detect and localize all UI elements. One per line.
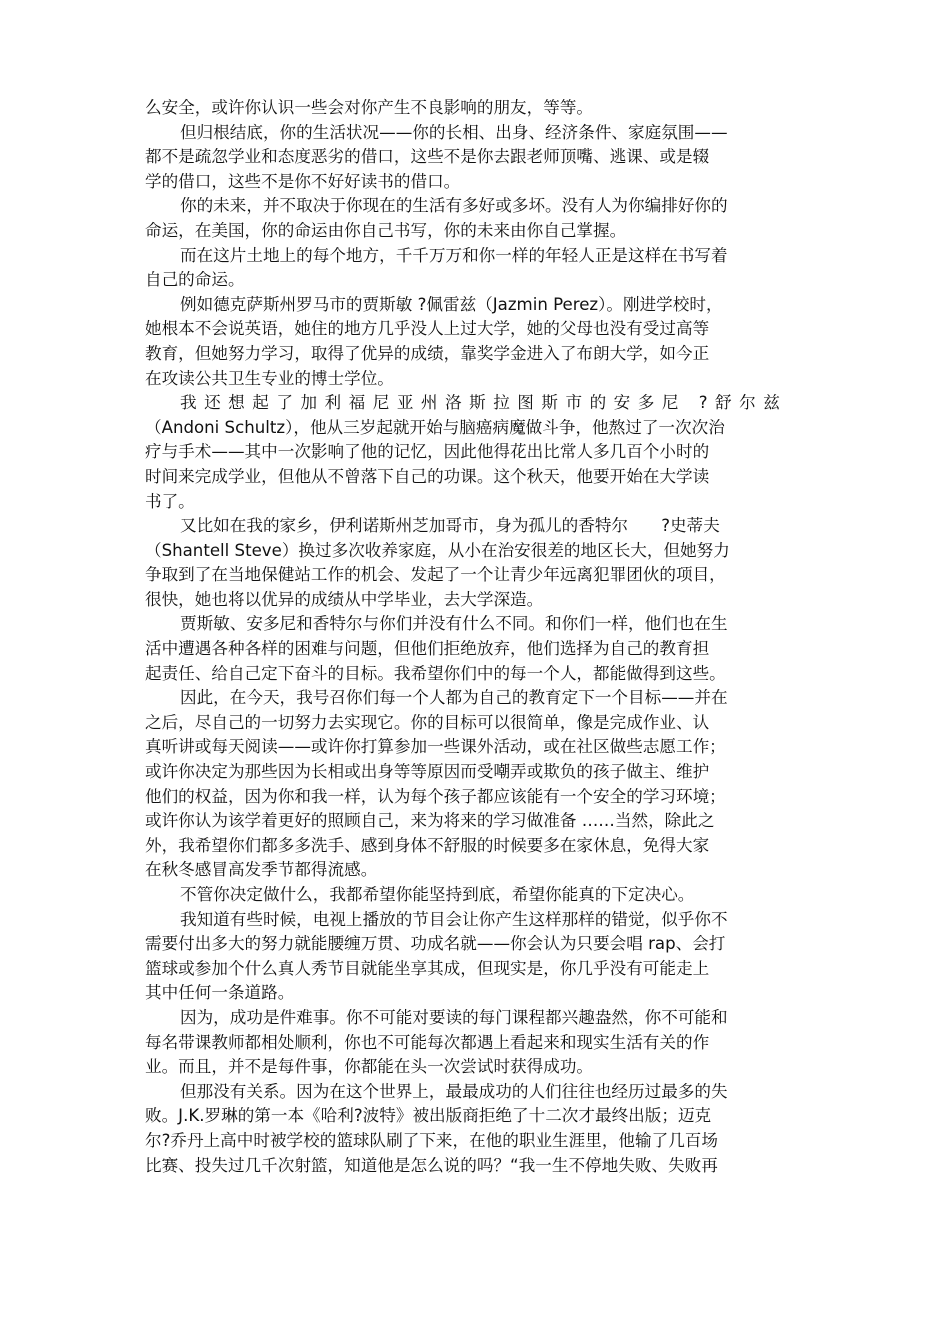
- paragraph: [145, 686, 810, 883]
- text-line: 活中遭遇各种各样的困难与问题，但他们拒绝放弃，他们选择为自己的教育担: [145, 639, 710, 659]
- text-line: 书了。: [145, 491, 195, 511]
- text-line: 而在这片土地上的每个地方，千千万万和你一样的年轻人正是这样在书写着: [180, 245, 728, 265]
- paragraph: [145, 1080, 810, 1178]
- text-line: 业。而且，并不是每件事，你都能在头一次尝试时获得成功。: [145, 1057, 594, 1077]
- text-line: 在秋冬感冒高发季节都得流感。: [145, 860, 378, 880]
- text-line: （Andoni Schultz），他从三岁起就开始与脑癌病魔做斗争，他熬过了一次次治: [145, 417, 725, 437]
- text-line: 不管你决定做什么，我都希望你能坚持到底，希望你能真的下定决心。: [180, 885, 695, 904]
- text-line: 但那没有关系。因为在这个世界上，最最成功的人们往往也经历过最多的失: [180, 1081, 728, 1101]
- text-line: 争取到了在当地保健站工作的机会、发起了一个让青少年远离犯罪团伙的项目，: [145, 565, 726, 585]
- paragraph: [145, 883, 810, 908]
- paragraph: [145, 612, 810, 686]
- text-line: 外，我希望你们都多多洗手、感到身体不舒服的时候要多在家休息，免得大家: [145, 835, 710, 855]
- text-line: 例如德克萨斯州罗马市的贾斯敏 ?佩雷兹（Jazmin Perez）。刚进学校时，: [180, 294, 723, 314]
- text-line: 其中任何一条道路。: [145, 983, 295, 1003]
- paragraph: [145, 244, 810, 293]
- text-line: 败。J.K.罗琳的第一本《哈利?波特》被出版商拒绝了十二次才最终出版；迈克: [145, 1106, 712, 1126]
- text-line: 篮球或参加个什么真人秀节目就能坐享其成，但现实是，你几乎没有可能走上: [145, 958, 710, 978]
- paragraph: [145, 194, 810, 243]
- text-line: 自己的命运。: [145, 270, 245, 290]
- text-line: 疗与手术——其中一次影响了他的记忆，因此他得花出比常人多几百个小时的: [145, 442, 710, 462]
- text-line: 每名带课教师都相处顺利，你也不可能每次都遇上看起来和现实生活有关的作: [145, 1032, 710, 1052]
- text-line: 学的借口，这些不是你不好好读书的借口。: [145, 171, 461, 191]
- paragraph: [145, 1006, 810, 1080]
- paragraph: [145, 293, 810, 391]
- text-line: （Shantell Steve）换过多次收养家庭，从小在治安很差的地区长大，但她努力: [145, 540, 730, 560]
- text-line: 或许你决定为那些因为长相或出身等等原因而受嘲弄或欺负的孩子做主、维护: [145, 762, 710, 782]
- text-line: 很快，她也将以优异的成绩从中学毕业，去大学深造。: [145, 589, 544, 609]
- text-line: 命运，在美国，你的命运由你自己书写，你的未来由你自己掌握。: [145, 220, 627, 240]
- document-page: [145, 96, 810, 1178]
- text-line: 在攻读公共卫生专业的博士学位。: [145, 368, 394, 388]
- text-line: 因为，成功是件难事。你不可能对要读的每门课程都兴趣盎然，你不可能和: [180, 1007, 728, 1027]
- text-line: 我知道有些时候，电视上播放的节目会让你产生这样那样的错觉，似乎你不: [180, 909, 728, 929]
- text-line: 之后，尽自己的一切努力去实现它。你的目标可以很简单，像是完成作业、认: [145, 712, 710, 732]
- text-line: 教育，但她努力学习，取得了优异的成绩，靠奖学金进入了布朗大学，如今正: [145, 343, 710, 363]
- paragraph: [145, 908, 810, 1006]
- text-line: 或许你认为该学着更好的照顾自己，来为将来的学习做准备 ……当然，除此之: [145, 811, 715, 831]
- text-line: 他们的权益，因为你和我一样，认为每个孩子都应该能有一个安全的学习环境；: [145, 786, 726, 806]
- text-line: 时间来完成学业，但他从不曾落下自己的功课。这个秋天，他要开始在大学读: [145, 466, 710, 486]
- text-line: 需要付出多大的努力就能腰缠万贯、功成名就——你会认为只要会唱 rap、会打: [145, 934, 726, 954]
- text-line: 你的未来，并不取决于你现在的生活有多好或多坏。没有人为你编排好你的: [180, 196, 728, 216]
- text-line: 尔?乔丹上高中时被学校的篮球队刷了下来，在他的职业生涯里，他输了几百场: [145, 1130, 718, 1150]
- text-line: 真听讲或每天阅读——或许你打算参加一些课外活动，或在社区做些志愿工作；: [145, 737, 726, 757]
- text-line: 贾斯敏、安多尼和香特尔与你们并没有什么不同。和你们一样，他们也在生: [180, 614, 728, 634]
- text-line: 但归根结底，你的生活状况——你的长相、出身、经济条件、家庭氛围——: [180, 122, 728, 142]
- paragraph: [145, 391, 810, 514]
- text-line: 因此，在今天，我号召你们每一个人都为自己的教育定下一个目标——并在: [180, 688, 728, 708]
- paragraph: [145, 96, 810, 121]
- text-line: 我还想起了加利福尼亚州洛斯拉图斯市的安多尼 ?舒尔兹: [180, 393, 788, 413]
- paragraph: [145, 121, 810, 195]
- text-line: 起责任、给自己定下奋斗的目标。我希望你们中的每一个人，都能做得到这些。: [145, 663, 726, 683]
- text-line: 么安全，或许你认识一些会对你产生不良影响的朋友，等等。: [145, 98, 594, 117]
- paragraph: [145, 514, 810, 612]
- text-line: 她根本不会说英语，她住的地方几乎没人上过大学，她的父母也没有受过高等: [145, 319, 710, 339]
- text-line: 比赛、投失过几千次射篮，知道他是怎么说的吗？“我一生不停地失败、失败再: [145, 1155, 718, 1175]
- text-line: 又比如在我的家乡，伊利诺斯州芝加哥市，身为孤儿的香特尔 ?史蒂夫: [180, 516, 720, 536]
- text-line: 都不是疏忽学业和态度恶劣的借口，这些不是你去跟老师顶嘴、逃课、或是辍: [145, 147, 710, 167]
